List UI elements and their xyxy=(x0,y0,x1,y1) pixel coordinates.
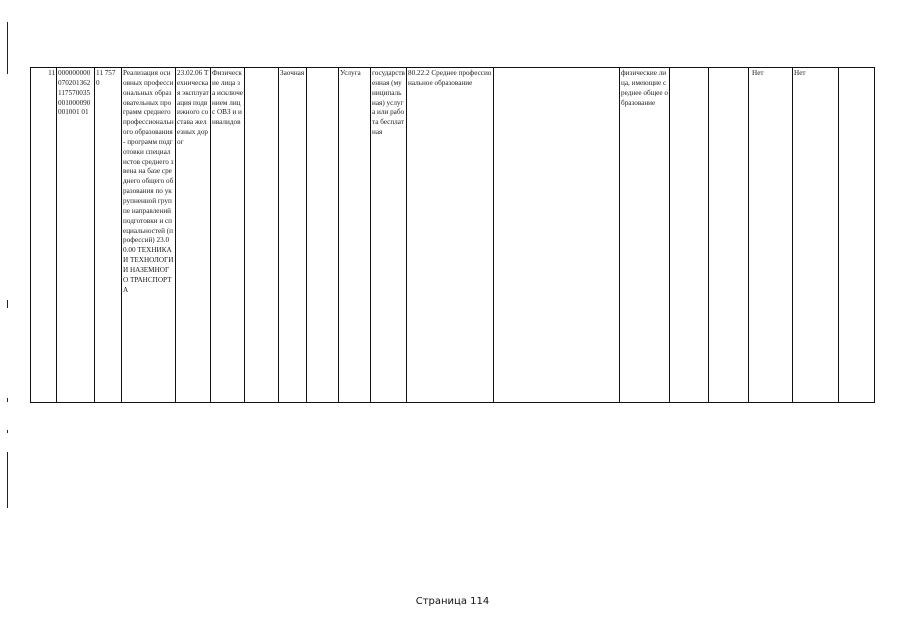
flag-cell: Нет xyxy=(749,68,793,403)
registry-number-cell: 000000000070201362117570035001000090001001 01 xyxy=(57,68,95,403)
service-kind-cell: государственная (муниципальная) услуга или работа бесплатная xyxy=(371,68,407,403)
scan-edge-mark xyxy=(7,300,8,308)
empty-cell xyxy=(494,68,620,403)
scan-edge-mark xyxy=(7,452,8,508)
study-form-cell: Заочная xyxy=(279,68,307,403)
empty-cell xyxy=(709,68,749,403)
specialty-cell: 23.02.06 Техническая эксплуатация подвижного состава железных дорог xyxy=(176,68,211,403)
code-cell: 11 757 0 xyxy=(95,68,122,403)
okved-cell: 80.22.2 Среднее профессиональное образование xyxy=(407,68,494,403)
flag-cell: Нет xyxy=(793,68,839,403)
empty-cell xyxy=(245,68,279,403)
consumer-category-cell: Физические лица за исключением лиц с ОВЗ и инвалидов xyxy=(211,68,245,403)
row-number-cell: 11 xyxy=(31,68,57,403)
registry-table xyxy=(30,67,875,403)
scan-edge-mark xyxy=(7,398,8,402)
table-row xyxy=(31,68,875,403)
service-name-cell: Реализация основных профессиональных образовательных программ среднего профессионального образования - программ подготовки специалистов среднего звена на базе среднего общего образования по укрупненной группе направлений подготовки и специальностей (профессий) 23.00.00 ТЕХНИКА И ТЕХНОЛОГИИ НАЗЕМНОГО ТРАНСПОРТА xyxy=(122,68,176,403)
empty-cell xyxy=(839,68,875,403)
service-type-cell: Услуга xyxy=(339,68,371,403)
empty-cell xyxy=(307,68,339,403)
page-number: Страница 114 xyxy=(415,596,490,607)
empty-cell xyxy=(670,68,709,403)
scan-edge-mark xyxy=(7,22,8,74)
consumers-cell: физические лица, имеющие среднее общее образование xyxy=(620,68,670,403)
scan-edge-mark xyxy=(7,430,8,433)
